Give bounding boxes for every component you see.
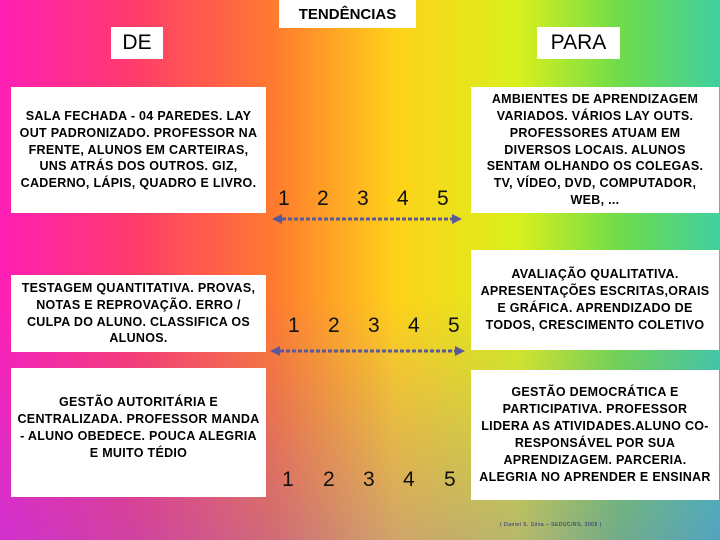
scale-value: 3 [363,468,375,491]
double-arrow-icon [272,213,462,225]
to-box-assessment: AVALIAÇÃO QUALITATIVA. APRESENTAÇÕES ESCRITAS,ORAIS E GRÁFICA. APRENDIZADO DE TODOS, CRESCIMENTO COLETIVO [471,250,719,350]
scale-value: 5 [437,187,449,210]
rating-scale-management [282,468,457,498]
from-box-environment: SALA FECHADA - 04 PAREDES. LAY OUT PADRONIZADO. PROFESSOR NA FRENTE, ALUNOS EM CARTEIRAS, UNS ATRÁS DOS OUTROS. GIZ, CADERNO, LÁPIS, QUADRO E LIVRO. [11,87,266,213]
scale-value: 2 [317,187,329,210]
page-title: TENDÊNCIAS [279,0,416,28]
scale-value: 2 [328,314,340,337]
from-box-management: GESTÃO AUTORITÁRIA E CENTRALIZADA. PROFESSOR MANDA - ALUNO OBEDECE. POUCA ALEGRIA E MUITO TÉDIO [11,368,266,497]
scale-value: 1 [278,187,290,210]
to-box-environment: AMBIENTES DE APRENDIZAGEM VARIADOS. VÁRIOS LAY OUTS. PROFESSORES ATUAM EM DIVERSOS LOCAIS. ALUNOS SENTAM OLHANDO OS COLEGAS. TV, VÍDEO, DVD, COMPUTADOR, WEB, ... [471,87,719,213]
scale-value: 4 [408,314,420,337]
double-arrow-icon [270,345,465,357]
scale-value: 5 [448,314,460,337]
to-box-management: GESTÃO DEMOCRÁTICA E PARTICIPATIVA. PROFESSOR LIDERA AS ATIVIDADES.ALUNO CO-RESPONSÁVEL POR SUA APRENDIZAGEM. PARCERIA. ALEGRIA NO APRENDER E ENSINAR [471,370,719,500]
scale-value: 3 [357,187,369,210]
from-heading: DE [111,27,163,59]
scale-value: 5 [444,468,456,491]
source-credit: ( Daniel S. Silva – SEDUC/RS, 2006 ) [500,522,602,528]
scale-value: 1 [282,468,294,491]
rating-scale-assessment [288,314,463,344]
to-heading: PARA [537,27,620,59]
scale-value: 1 [288,314,300,337]
scale-value: 4 [397,187,409,210]
from-box-assessment: TESTAGEM QUANTITATIVA. PROVAS, NOTAS E REPROVAÇÃO. ERRO / CULPA DO ALUNO. CLASSIFICA OS ALUNOS. [11,275,266,352]
scale-value: 4 [403,468,415,491]
scale-value: 2 [323,468,335,491]
scale-value: 3 [368,314,380,337]
